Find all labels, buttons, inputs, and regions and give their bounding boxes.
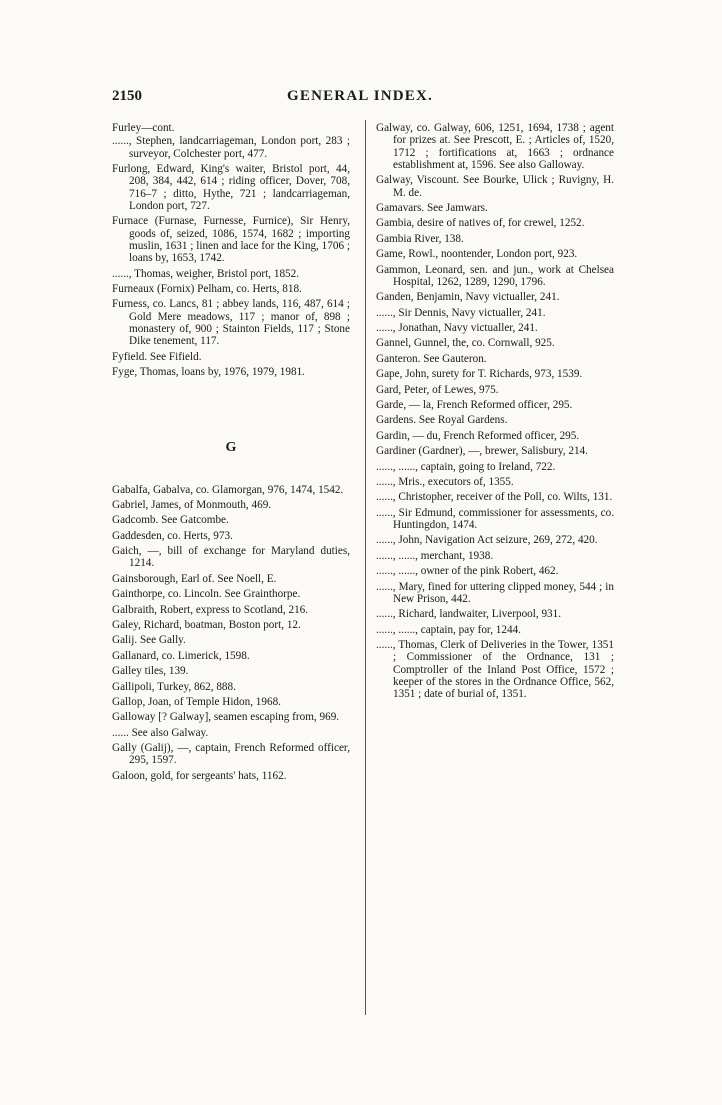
index-entry: Ganden, Benjamin, Navy victualler, 241. [376, 291, 560, 304]
index-entry: ...... See also Galway. [112, 726, 209, 739]
index-entry: Galway, co. Galway, 606, 1251, 1694, 1738 ; agent for prizes at. See Prescott, E. ; Articles of, 1520, 1712 ; fortifications at, 1663 ; ordnance establishment at, 1596. See also Galloway. [376, 122, 614, 171]
index-entry: Gambia River, 138. [376, 232, 464, 245]
index-entry: ......, Jonathan, Navy victualler, 241. [376, 322, 538, 334]
page-number: 2150 [112, 88, 142, 104]
index-entry: ......, Thomas, Clerk of Deliveries in the Tower, 1351 ; Commissioner of the Ordnance, 131 ; Comptroller of the Inland Post Office, 1572 ; keeper of the stores in the Ordnance Office, 562, 1351 ; date of burial of, 1351. [376, 639, 614, 701]
index-entry: Furlong, Edward, King's waiter, Bristol port, 44, 208, 384, 442, 614 ; riding officer, Dover, 708, 716–7 ; ditto, Hythe, 721 ; landcarriageman, London port, 727. [112, 162, 350, 212]
index-entry: ......, Sir Dennis, Navy victualler, 241. [376, 306, 546, 319]
index-entry: Gardin, — du, French Reformed officer, 295. [376, 429, 580, 442]
index-entry: Gallipoli, Turkey, 862, 888. [112, 680, 236, 693]
index-entry: Fyfield. See Fifield. [112, 350, 202, 363]
index-entry: Gabriel, James, of Monmouth, 469. [112, 498, 272, 511]
index-entry: ......, Sir Edmund, commissioner for assessments, co. Huntingdon, 1474. [376, 506, 614, 531]
index-entry: Gabalfa, Gabalva, co. Glamorgan, 976, 1474, 1542. [112, 483, 344, 496]
index-entry: Gaddesden, co. Herts, 973. [112, 529, 233, 542]
index-entry: Gainsborough, Earl of. See Noell, E. [112, 572, 277, 585]
index-entry: Galoon, gold, for sergeants' hats, 1162. [112, 769, 287, 782]
index-entry: ......, Richard, landwaiter, Liverpool, 931. [376, 608, 562, 621]
index-entry: ......, ......, captain, pay for, 1244. [376, 623, 521, 636]
index-entry: ......, Mary, fined for uttering clipped money, 544 ; in New Prison, 442. [376, 580, 614, 605]
index-entry: Gannel, Gunnel, the, co. Cornwall, 925. [376, 337, 555, 350]
index-entry: Furness, co. Lancs, 81 ; abbey lands, 116, 487, 614 ; Gold Mere meadows, 117 ; manor of, 898 ; monastery of, 900 ; Stainton Fields, 117 ; Stone Dike tenement, 117. [112, 298, 350, 348]
page-header [112, 88, 608, 110]
index-entry: Gardiner (Gardner), —, brewer, Salisbury, 214. [376, 445, 588, 458]
index-entry: ......, John, Navigation Act seizure, 269, 272, 420. [376, 534, 598, 547]
index-entry: Furnace (Furnase, Furnesse, Furnice), Sir Henry, goods of, seized, 1086, 1574, 1682 ; importing muslin, 1631 ; linen and lace for the King, 1706 ; loans by, 1653, 1742. [112, 215, 350, 265]
section-letter: G [225, 440, 237, 456]
index-entry: ......, ......, merchant, 1938. [376, 549, 494, 562]
index-entry: Game, Rowl., noontender, London port, 923. [376, 248, 578, 261]
column-divider [365, 120, 366, 1015]
index-entry: Galij. See Gally. [112, 634, 186, 647]
index-entry: Fyge, Thomas, loans by, 1976, 1979, 1981. [112, 366, 305, 378]
index-entry: Galway, Viscount. See Bourke, Ulick ; Ruvigny, H. M. de. [376, 174, 614, 199]
index-entry: Galloway [? Galway], seamen escaping from, 969. [112, 711, 340, 724]
left-column [112, 122, 350, 785]
index-entry: Garde, — la, French Reformed officer, 295. [376, 398, 573, 411]
index-entry: Gainthorpe, co. Lincoln. See Grainthorpe. [112, 588, 301, 601]
index-entry: Gallanard, co. Limerick, 1598. [112, 649, 250, 662]
index-entry: Gardens. See Royal Gardens. [376, 414, 508, 427]
index-entry: Gamavars. See Jamwars. [376, 201, 488, 214]
index-entry: Furneaux (Fornix) Pelham, co. Herts, 818. [112, 282, 302, 295]
index-entry: Gammon, Leonard, sen. and jun., work at Chelsea Hospital, 1262, 1289, 1290, 1796. [376, 263, 614, 288]
index-entry: Galley tiles, 139. [112, 665, 189, 678]
index-entry: ......, Stephen, landcarriageman, London port, 283 ; surveyor, Colchester port, 477. [112, 135, 350, 160]
index-entry: Gard, Peter, of Lewes, 975. [376, 383, 499, 396]
page-title: GENERAL INDEX. [287, 88, 433, 104]
index-entry: ......, Thomas, weigher, Bristol port, 1852. [112, 267, 300, 280]
index-entry: ......, Christopher, receiver of the Poll, co. Wilts, 131. [376, 491, 613, 504]
index-entry: Furley—cont. [112, 122, 175, 134]
index-entry: ......, ......, captain, going to Ireland, 722. [376, 460, 556, 473]
index-entry: ......, Mris., executors of, 1355. [376, 475, 514, 488]
index-entry: Galbraith, Robert, express to Scotland, 216. [112, 603, 309, 616]
index-entry: ......, ......, owner of the pink Robert, 462. [376, 565, 559, 578]
index-entry: Gambia, desire of natives of, for crewel, 1252. [376, 217, 585, 230]
index-entry: Gallop, Joan, of Temple Hidon, 1968. [112, 695, 281, 708]
index-entry: Gadcomb. See Gatcombe. [112, 514, 229, 527]
index-entry: Ganteron. See Gauteron. [376, 352, 487, 365]
right-column [376, 122, 614, 704]
index-entry: Gally (Galij), —, captain, French Reformed officer, 295, 1597. [112, 742, 350, 767]
index-entry: Galey, Richard, boatman, Boston port, 12. [112, 619, 301, 632]
index-entry: Gape, John, surety for T. Richards, 973, 1539. [376, 368, 583, 381]
index-entry: Gaich, —, bill of exchange for Maryland duties, 1214. [112, 545, 350, 570]
